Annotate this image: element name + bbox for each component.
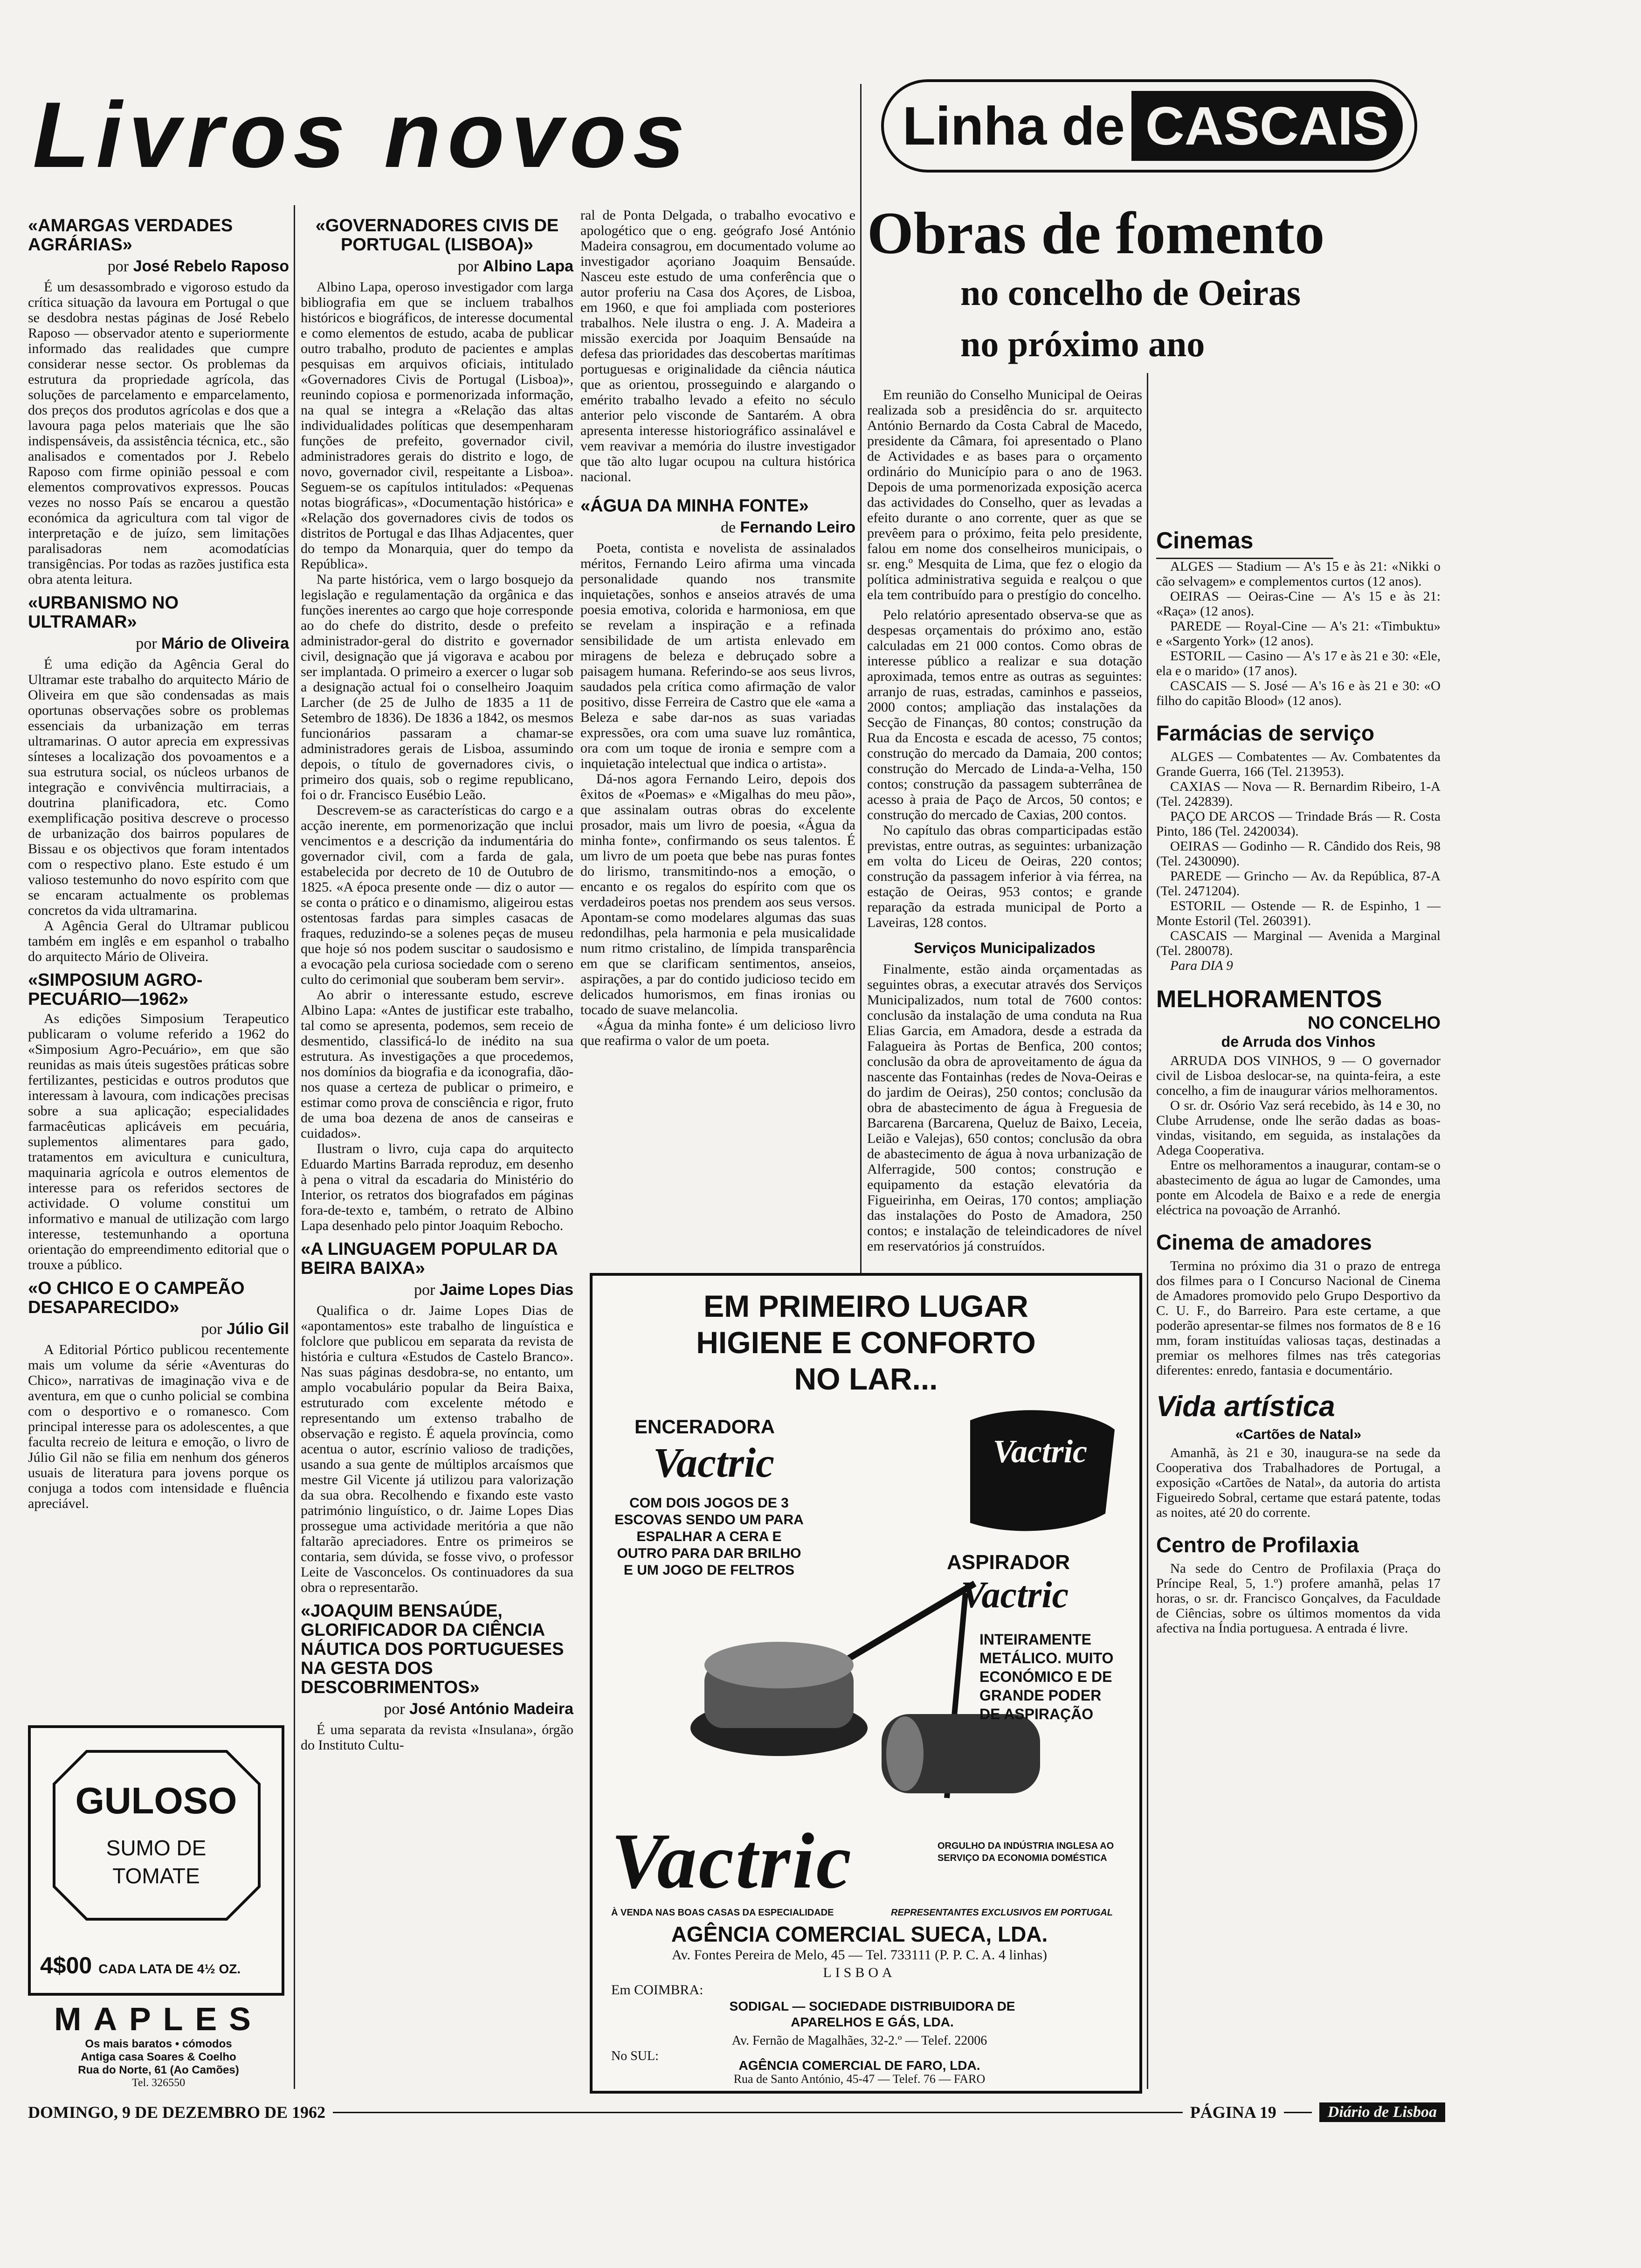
vactric-script-logo: Vactric: [961, 1575, 1069, 1616]
amadores-section: [1156, 1230, 1441, 1378]
listing-item: ESTORIL — Casino — A's 17 e às 21 e 30: «Ele, ela e o marido» (17 anos).: [1156, 649, 1441, 678]
review-body: Poeta, contista e novelista de assinalados méritos, Fernando Leiro afirma uma vincada personalidade quando nos transmite inquietações, sonhos e anseios através de uma poesia emotiva, colorida e harmoniosa, em que se revelam a inspiração e a refinada sensibilidade de um artista enlevado em miragens de beleza e debruçado sobre a paisagem humana. Referindo-se aos seus livros, saudados pela crítica como afirmação de valor positivo, disse Ferreira de Castro que ele «ama a Beleza e sabe dar-nos as suas variadas expressões, ora com uma suave luz romântica, ora com um toque de ironia e sempre com a inquietação intelectual que indica o artista».: [580, 540, 855, 771]
listing-item: ESTORIL — Ostende — R. de Espinho, 1 — Monte Estoril (Tel. 260391).: [1156, 899, 1441, 928]
review-author: por Mário de Oliveira: [136, 635, 289, 652]
section-title-livros-novos: Livros novos: [33, 83, 691, 187]
ad-guloso: [28, 1725, 284, 1996]
vactric-logo-badge-icon: [952, 1402, 1129, 1542]
review-linguagem: [301, 1240, 573, 1595]
section-subheading: «Cartões de Natal»: [1235, 1427, 1362, 1442]
vactric-aspirador-desc: INTEIRAMENTE METÁLICO. MUITO ECONÓMICO E DE GRANDE PODER DE ASPIRAÇÃO: [979, 1631, 1114, 1722]
review-body: É uma edição da Agência Geral do Ultramar este trabalho do arquitecto Mário de Oliveira em que são condensadas as mais oportunas observações sobre os problemas essenciais da urbanização em terras ultramarinas. O autor aprecia em expressivas sínteses a localização dos povoamentos e a sua estrutura social, os núcleos urbanos de integração e convivência multirraciais, a doutrina planificadora, etc. Como exemplificação positiva descreve o processo de urbanização dos bairros populares de Bissau e os objectivos que foram intentados com o respectivo plano. Este estudo é um valioso testemunho do novo espírito com que se encaram actualmente os problemas concretos da vida ultramarina.: [28, 657, 289, 918]
heading-rule: [1156, 558, 1333, 559]
masthead-linha-cascais: [881, 79, 1417, 173]
article-paragraph: O sr. dr. Osório Vaz será recebido, às 14 e 30, no Clube Arrudense, onde lhe serão dadas as boas-vindas, visitando, em seguida, as instalações da Adega Cooperativa.: [1156, 1098, 1441, 1158]
farmacias-section: [1156, 720, 1441, 973]
listing-item: Para DIA 9: [1170, 958, 1233, 973]
section-title-cascais: CASCAIS: [1131, 91, 1403, 161]
listing-item: ALGES — Combatentes — Av. Combatentes da Grande Guerra, 166 (Tel. 213953).: [1156, 749, 1441, 779]
guloso-line1: SUMO DE: [106, 1836, 207, 1860]
guloso-price-row: [40, 1952, 273, 1979]
ad-vactric: [590, 1273, 1142, 2094]
vactric-enceradora-desc: COM DOIS JOGOS DE 3 ESCOVAS SENDO UM PARA ESPALHAR A CERA E OUTRO PARA DAR BRILHO E UM JOGO DE FELTROS: [614, 1495, 804, 1578]
review-body: «Água da minha fonte» é um delicioso livro que reafirma o valor de um poeta.: [580, 1017, 855, 1048]
review-author: por Jaime Lopes Dias: [414, 1281, 573, 1299]
article-subhead: Serviços Municipalizados: [914, 940, 1096, 956]
listing-item: PAÇO DE ARCOS — Trindade Brás — R. Costa Pinto, 186 (Tel. 2420034).: [1156, 809, 1441, 839]
listing-item: CASCAIS — Marginal — Avenida a Marginal (Tel. 280078).: [1156, 928, 1441, 958]
review-body: Ilustram o livro, cuja capa do arquitecto Eduardo Martins Barrada reproduz, em desenho à pena o vitral da escadaria do Ministério do Interior, os retratos dos biografados em páginas fora-de-texto e, também, o retrato de Albino Lapa desenhado pelo pintor Joaquim Rebocho.: [301, 1141, 573, 1233]
section-heading: Centro de Profilaxia: [1156, 1533, 1359, 1557]
vactric-sul-label: No SUL:: [611, 2049, 659, 2063]
vactric-reps: REPRESENTANTES EXCLUSIVOS EM PORTUGAL: [891, 1908, 1113, 1918]
vida-artistica-section: [1156, 1390, 1441, 1520]
review-author: por José António Madeira: [384, 1700, 573, 1718]
review-body: A Editorial Pórtico publicou recentemente mais um volume da série «Aventuras do Chico», narrativas de imaginação viva e de aventura, em que o cunho policial se combina com o desportivo e o romanesco. Com principal interesse para os adolescentes, a que faculta recreio de leitura e emoção, o livro de Júlio Gil não se filia em nenhum dos géneros usuais de literatura para jovens porque os conjuga a todos com intensidade e fluência apreciável.: [28, 1342, 289, 1511]
article-paragraph: Na sede do Centro de Profilaxia (Praça do Príncipe Real, 5, 1.º) profere amanhã, pelas 17 horas, o sr. dr. Francisco Gonçalves, da Faculdade de Ciências, sobre os últimos momentos da vida afectiva na Índia portuguesa. A entrada é livre.: [1156, 1561, 1441, 1636]
section-heading: Vida artística: [1156, 1390, 1335, 1423]
section-heading: Cinema de amadores: [1156, 1230, 1372, 1254]
column-2: [301, 210, 573, 1753]
maples-line1: Os mais baratos • cómodos: [85, 2038, 232, 2050]
vactric-address-coimbra: Av. Fernão de Magalhães, 32-2.º — Telef. 22006: [731, 2033, 987, 2048]
review-title: «AMARGAS VERDADES AGRÁRIAS»: [28, 216, 233, 255]
review-title: «O CHICO E O CAMPEÃO DESAPARECIDO»: [28, 1279, 245, 1317]
cascais-article-col-a: [867, 387, 1142, 1254]
cinemas-section: [1156, 527, 1441, 708]
section-heading: Farmácias de serviço: [1156, 721, 1374, 745]
column-rule: [1147, 373, 1148, 2089]
vactric-sodigal: SODIGAL — SOCIEDADE DISTRIBUIDORA DE APARELHOS E GÁS, LDA.: [729, 1999, 1015, 2029]
vactric-headline-1: EM PRIMEIRO LUGAR: [703, 1289, 1028, 1323]
listing-item: ALGES — Stadium — A's 15 e às 21: «Nikki o cão selvagem» e complementos curtos (12 anos).: [1156, 559, 1441, 589]
review-governadores: [301, 216, 573, 1233]
review-body: É uma separata da revista «Insulana», órgão do Instituto Cultu-: [301, 1722, 573, 1753]
section-title-linha-de: Linha de: [903, 96, 1125, 156]
review-body: Albino Lapa, operoso investigador com larga bibliografia em que se incluem trabalhos históricos e biográficos, de interesse documental e como elementos de estudo, acaba de publicar outro trabalho, produto de pacientes e amplas pesquisas em arquivos oficiais, intitulado «Governadores Civis de Portugal (Lisboa)», reunindo copiosa e pormenorizada informação, na qual se integra a «Relação das altas individualidades políticas que desempenharam funções de prefeito, governador civil, administradores gerais do distrito e logo, de novo, governador civil, respeitante a Lisboa». Seguem-se os capítulos intitulados: «Pequenas notas biográficas», «Documentação histórica» e «Relação dos governadores civis de todos os distritos de Portugal e das Ilhas Adjacentes, quer do tempo da Monarquia, quer do tempo da República».: [301, 279, 573, 572]
listing-item: PAREDE — Royal-Cine — A's 21: «Timbuktu» e «Sargento York» (12 anos).: [1156, 619, 1441, 649]
vactric-address-faro: Rua de Santo António, 45-47 — Telef. 76 — FARO: [733, 2072, 986, 2086]
listing-item: CASCAIS — S. José — A's 16 e às 21 e 30: «O filho do capitão Blood» (12 anos).: [1156, 678, 1441, 708]
article-paragraph: No capítulo das obras comparticipadas estão previstas, entre outras, as seguintes: urbanização em volta do Liceu de Oeiras, 220 contos; construção da passagem inferior à via férrea, na estação de Oeiras, 953 contos; e grande reparação da estrada municipal de Porto a Laveiras, 128 contos.: [867, 823, 1142, 930]
review-title: «GOVERNADORES CIVIS DE PORTUGAL (LISBOA)»: [315, 216, 559, 255]
cascais-subhead-1: no concelho de Oeiras: [960, 272, 1301, 313]
maples-line3: Rua do Norte, 61 (Ao Camões): [78, 2064, 239, 2076]
listing-item: PAREDE — Grincho — Av. da República, 87-A (Tel. 2471204).: [1156, 869, 1441, 899]
vactric-script-logo: Vactric: [653, 1440, 774, 1486]
section-heading: Cinemas: [1156, 527, 1254, 553]
guloso-price: 4$00: [40, 1952, 92, 1978]
ad-maples: [28, 2000, 289, 2089]
maples-brand: MAPLES: [54, 2001, 263, 2037]
guloso-price-note: CADA LATA DE 4½ OZ.: [98, 1962, 241, 1976]
profilaxia-section: [1156, 1532, 1441, 1636]
vactric-agency: AGÊNCIA COMERCIAL SUECA, LDA.: [671, 1922, 1048, 1946]
review-urbanismo: [28, 594, 289, 964]
article-paragraph: Finalmente, estão ainda orçamentadas as seguintes obras, a executar através dos Serviços Municipalizados, num total de 7600 contos: conclusão da instalação de uma conduta na Rua Elias Garcia, em Amadora, desde a estrada da Falagueira às Portas de Benfica, 200 contos; conclusão da obra de aproveitamento de água da nascente das Fontainhas (redes de Nova-Oeiras e do jardim de Oeiras), 250 contos; conclusão da obra de abastecimento de água à Freguesia de Barcarena (Barcarena, Queluz de Baixo, Leceia, Leião e Valejas), 650 contos; conclusão da obra de abastecimento de água à nova urbanização de Alferragide, 500 contos; construção e equipamento da estação elevatória da Figueirinha, em Oeiras, 170 contos; ampliação das instalações do Posto de Amadora, 250 contos; e instalação de teleindicadores de nível em reservatórios já construídos.: [867, 961, 1142, 1254]
vactric-big-logo: Vactric: [611, 1817, 854, 1905]
section-heading: MELHORAMENTOS: [1156, 986, 1382, 1013]
article-paragraph: Pelo relatório apresentado observa-se que as despesas orçamentais do próximo ano, estão calculadas em 21 000 contos. Como obras de interesse público a realizar e sua dotação aproximada, temos entre as outras as seguintes: arranjo de ruas, estradas, caminhos e passeios, 2000 contos; ampliação das instalações da Secção de Finanças, 80 contos; construção da Rua da Encosta e escada de acesso, 75 contos; construção do mercado da Damaia, 200 contos; construção do Mercado de Linda-a-Velha, 150 contos; construção da passagem subterrânea de acesso à praia de Paço de Arcos, 50 contos; e construção do mercado de Caxias, 200 contos.: [867, 607, 1142, 823]
review-author: por Albino Lapa: [457, 257, 573, 275]
page-footer: [28, 2098, 1445, 2126]
article-paragraph: Entre os melhoramentos a inaugurar, contam-se o abastecimento de água ao lugar de Camondes, uma ponte em Alcodela de Baixo e a rede de energia eléctrica na povoação de Arranhó.: [1156, 1158, 1441, 1217]
review-body: É um desassombrado e vigoroso estudo da crítica situação da lavoura em Portugal o que se desdobra nestas páginas de José Rebelo Raposo — observador atento e superiormente informado das realidades que cumpre considerar nesse sector. Os problemas da estrutura da propriedade agrícola, das soluções de parcelamento e emparcelamento, dos preços dos produtos agrícolas e dos que a lavoura paga pelos materiais que lhe são indispensáveis, da assistência técnica, etc., são analisados e comentados por J. Rebelo Raposo com firme opinião pessoal e com elementos comprovativos expressos. Poucas vezes no nosso País se encarou a questão económica da agricultura com tal vigor de interpretação e de juízo, sem limitações paralisadoras nem acomodatícias transigências. Por todas as razões justifica esta obra atenta leitura.: [28, 279, 289, 587]
article-paragraph: Em reunião do Conselho Municipal de Oeiras realizada sob a presidência do sr. arquitecto António Bernardo da Costa Cabral de Macedo, presidente da Câmara, foi apresentado o Plano de Actividades e as bases para o orçamento ordinário do Município para o ano de 1963. Depois de uma pormenorizada exposição acerca das actividades do Conselho, quer as levadas a efeito durante o ano corrente, quer as que se prevêem para o próximo, feita pelo presidente, falou em nome dos conselheiros municipais, o sr. eng.º Mesquita de Lima, que fez o elogio da política administrativa seguida e realçou o que ela tem contribuído para o prestígio do concelho.: [867, 387, 1142, 602]
article-paragraph: ARRUDA DOS VINHOS, 9 — O governador civil de Lisboa deslocar-se, na quinta-feira, a este concelho, a fim de inaugurar vários melhoramentos.: [1156, 1053, 1441, 1098]
melhoramentos-section: [1156, 985, 1441, 1217]
review-author: por Júlio Gil: [201, 1320, 289, 1338]
guloso-line2: TOMATE: [112, 1864, 200, 1888]
review-body: A Agência Geral do Ultramar publicou também em inglês e em espanhol o trabalho do arquitecto Mário de Oliveira.: [28, 918, 289, 964]
review-bensaude: [301, 1602, 573, 1753]
footer-page-number: PÁGINA 19: [1190, 2103, 1276, 2122]
column-right: [1156, 387, 1441, 1636]
review-title: «JOAQUIM BENSAÚDE, GLORIFICADOR DA CIÊNCIA NÁUTICA DOS PORTUGUESES NA GESTA DOS DESCOBRIMENTOS»: [301, 1601, 564, 1697]
vactric-headline-3: NO LAR...: [794, 1362, 938, 1396]
article-paragraph: Termina no próximo dia 31 o prazo de entrega dos filmes para o I Concurso Nacional de Cinema de Amadores promovido pelo Grupo Desportivo da C. U. F., do Barreiro. Para este certame, a que poderão apresentar-se filmes nos formatos de 8 e 16 mm, foram instituídas valiosas taças, destinadas a premiar os melhores filmes nas três categorias diferentes: enredo, fantasia e documentário.: [1156, 1258, 1441, 1378]
review-body: ral de Ponta Delgada, o trabalho evocativo e apologético que o eng. geógrafo José António Madeira consagrou, em documentado volume ao investigador açoriano Joaquim Bensaúde. Nasceu este estudo de uma conferência que o autor proferiu na Casa dos Açores, de Lisboa, em 1960, e que foi ampliada com posteriores trabalhos. Nele ilustra o eng. J. A. Madeira a missão exercida por Joaquim Bensaúde na defesa das prioridades das descobertas marítimas portuguesas e originalidade da ciência náutica que as orientou, prosseguindo e alargando o emérito trabalho levado a efeito no século anterior pelo visconde de Santarém. A obra apresenta interesse historiográfico assinalável e vem reavivar a memória do ilustre investigador que tão alto lugar ocupou na cultura histórica nacional.: [580, 207, 855, 484]
cascais-headline: Obras de fomento: [867, 200, 1325, 266]
footer-newspaper-name: Diário de Lisboa: [1319, 2102, 1445, 2122]
vactric-aspirador-label: ASPIRADOR: [947, 1551, 1070, 1574]
vactric-coimbra-label: Em COIMBRA:: [611, 1982, 703, 1998]
review-title: «A LINGUAGEM POPULAR DA BEIRA BAIXA»: [301, 1239, 558, 1278]
review-author: por José Rebelo Raposo: [107, 257, 289, 275]
column-3: [580, 207, 855, 1048]
vactric-address-lisboa: Av. Fontes Pereira de Melo, 45 — Tel. 733111 (P. P. C. A. 4 linhas): [671, 1947, 1048, 1963]
vactric-badge-text: Vactric: [993, 1434, 1088, 1470]
guloso-brand: GULOSO: [75, 1780, 237, 1821]
column-rule: [294, 205, 295, 2089]
review-body: Descrevem-se as características do cargo e a acção inerente, em pormenorização que inclui vencimentos e a descrição da indumentária do governador civil, com a farda de gala, estabelecida por decreto de 10 de Outubro de 1825. «A época presente onde — diz o autor — se conta o prático e o dinamismo, aligeirou estas ostentosas fardas para simples casacas de fraques, reduzindo-se a solenes peças de museu que hoje só nos podem suscitar o saudosismo e a evocação pela curiosa sociedade com o sereno culto do cerimonial que souberam bem servir».: [301, 802, 573, 987]
review-amargas: [28, 216, 289, 587]
listing-item: CAXIAS — Nova — R. Bernardim Ribeiro, 1-A (Tel. 242839).: [1156, 779, 1441, 809]
review-body: Ao abrir o interessante estudo, escreve Albino Lapa: «Antes de justificar este trabalho, tal como se apresenta, podemos, sem receio de desmentido, classificá-lo de inédito na sua estrutura. As investigações a que procedemos, nos domínios da biografia e da iconografia, dão-nos quase a certeza de publicar o primeiro, e estimar como prova de consciência e rigor, fruto de uma boa dezena de anos de canseiras e cuidados».: [301, 987, 573, 1141]
footer-rule: [1284, 2112, 1312, 2113]
vactric-faro-agency: AGÊNCIA COMERCIAL DE FARO, LDA.: [738, 2058, 980, 2073]
vactric-pride: ORGULHO DA INDÚSTRIA INGLESA AO SERVIÇO DA ECONOMIA DOMÉSTICA: [938, 1841, 1114, 1863]
review-author: de Fernando Leiro: [720, 519, 855, 536]
review-simposium: [28, 971, 289, 1272]
listing-item: OEIRAS — Godinho — R. Cândido dos Reis, 98 (Tel. 2430090).: [1156, 839, 1441, 869]
maples-line4: Tel. 326550: [131, 2077, 186, 2089]
article-paragraph: Amanhã, às 21 e 30, inaugura-se na sede da Cooperativa dos Trabalhadores de Portugal, a exposição «Cartões de Natal», da autoria do artista Figueiredo Sobral, certame que estará patente, todas as noites, até 20 do corrente.: [1156, 1445, 1441, 1520]
footer-rule: [333, 2112, 1183, 2113]
review-title: «ÁGUA DA MINHA FONTE»: [580, 496, 809, 516]
footer-date: DOMINGO, 9 DE DEZEMBRO DE 1962: [28, 2103, 326, 2122]
vactric-headline-2: HIGIENE E CONFORTO: [696, 1325, 1036, 1360]
review-chico: [28, 1279, 289, 1511]
section-subheading: de Arruda dos Vinhos: [1221, 1033, 1376, 1050]
review-body: Na parte histórica, vem o largo bosquejo da legislação e regulamentação da orgânica e das funções inerentes ao cargo que hoje corresponde ao do chefe do distrito, desde o prefeito administrador-geral do distrito e governador civil, designação que já vigorava e acabou por ser implantada. O primeiro a exercer o lugar sob a designação actual foi o conselheiro Joaquim Larcher (de 25 de Julho de 1835 a 11 de Setembro de 1836). De 1836 a 1842, os mesmos funcionários passaram a chamar-se administradores gerais de Lisboa, assumindo depois, o título de governadores civis, o primeiro dos quais, sob o regime republicano, foi o dr. Francisco Eusébio Leão.: [301, 572, 573, 802]
vactric-headline: [602, 1288, 1130, 1397]
cascais-subhead-2: no próximo ano: [960, 324, 1205, 364]
section-subheading: NO CONCELHO: [1308, 1013, 1441, 1033]
vactric-enceradora-label: ENCERADORA: [634, 1416, 775, 1438]
vactric-sold: À VENDA NAS BOAS CASAS DA ESPECIALIDADE: [611, 1908, 834, 1918]
listing-item: OEIRAS — Oeiras-Cine — A's 15 e às 21: «Raça» (12 anos).: [1156, 589, 1441, 619]
maples-line2: Antiga casa Soares & Coelho: [81, 2051, 236, 2063]
review-body: Dá-nos agora Fernando Leiro, depois dos êxitos de «Poemas» e «Migalhas do meu pão», que assinalam outras obras do excelente prosador, mais um livro de poesia, «Água da minha fonte», confirmando os seus talentos. É um livro de um poeta que bebe nas puras fontes do lirismo, transmitindo-nos a emoção, o encanto e os regalos do espírito com que os verdadeiros poetas nos prendem aos seus versos. Apontam-se como modelares algumas das suas redondilhas, pela harmonia e pela musicalidade num ritmo cristalino, de límpida transparência em que se clarificam sentimentos, anseios, aspirações, a par do contido judicioso tecido em delicados humorismos, em finas ironias ou tocado de suave melancolia.: [580, 771, 855, 1017]
review-body: As edições Simposium Terapeutico publicaram o volume referido a 1962 do «Simposium Agro-Pecuário», em que são reunidas as mais úteis sugestões práticas sobre fertilizantes, pesticidas e outros produtos que interessam à lavoura, com indicações precisas sobre a sua aplicação; especialidades farmacêuticas aplicáveis em pecuária, suplementos alimentares para gado, tratamentos em avicultura e cunicultura, maquinaria agrícola e outros elementos de interesse para os referidos sectores de actividade. O volume constitui um informativo e manual de utilização com largo interesse, testemunhando a oportuna orientação do empreendimento editorial que o trouxe a público.: [28, 1011, 289, 1272]
vactric-city-lisboa: LISBOA: [823, 1965, 896, 1980]
column-1: [28, 210, 289, 1511]
review-title: «SIMPOSIUM AGRO-PECUÁRIO—1962»: [28, 970, 203, 1009]
masthead-livros-novos: [33, 82, 853, 189]
review-title: «URBANISMO NO ULTRAMAR»: [28, 593, 179, 632]
review-body: Qualifica o dr. Jaime Lopes Dias de «apontamentos» este trabalho de linguística e folclore que publicou em separata da revista de história e cultura «Estudos de Castelo Branco». Nas suas páginas desdobra-se, no entanto, um amplo vocabulário popular da Beira Baixa, estruturado com excelente método e representando um extenso trabalho de observação e registo. É aquela província, como acentua o autor, escrínio valioso de tradições, usando a sua gente de múltiplos arcaísmos que mestre Gil Vicente já utilizou para valorização da sua obra. Recolhendo e fixando este vasto património linguístico, o dr. Jaime Lopes Dias prossegue uma actividade meritória a que não faltarão apreciadores. Entre os primeiros se contaria, sem dúvida, se fosse vivo, o professor Leite de Vasconcelos. Os continuadores da sua obra o representarão.: [301, 1303, 573, 1595]
